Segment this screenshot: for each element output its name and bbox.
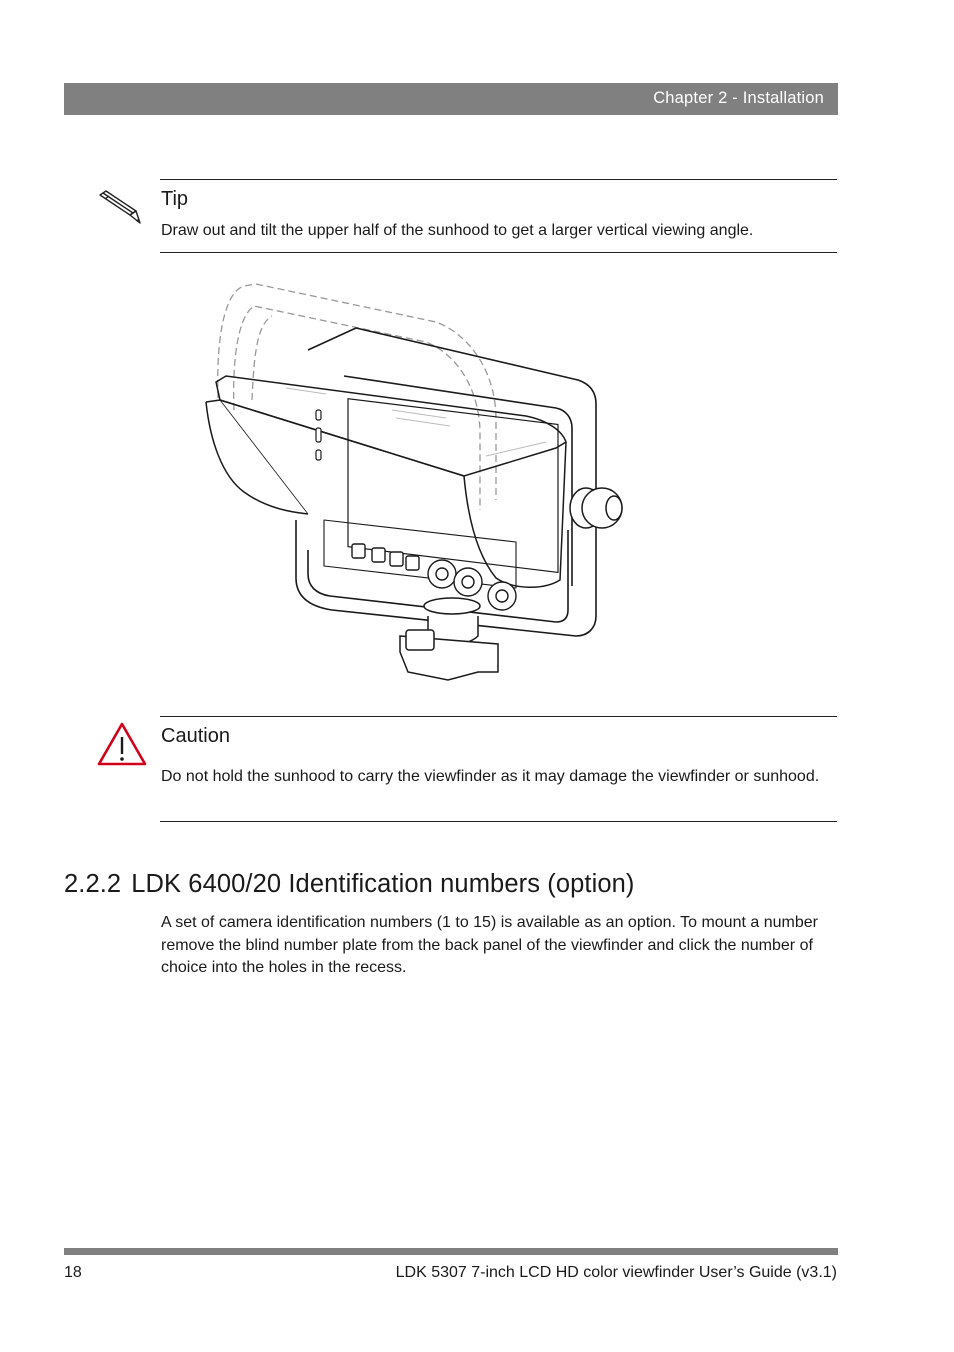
document-title: LDK 5307 7-inch LCD HD color viewfinder User’s Guide (v3.1) [395, 1264, 837, 1281]
side-knob [570, 488, 622, 528]
sunhood-shading [286, 388, 546, 456]
caution-top-rule [160, 716, 837, 717]
warning-triangle-icon [96, 721, 148, 767]
caution-bottom-rule [160, 821, 837, 822]
section-title: LDK 6400/20 Identification numbers (option) [131, 870, 635, 898]
section-body: A set of camera identification numbers (1 to 15) is available as an option. To mount a number remove the blind number plate from the back panel of the viewfinder and click the number of choice into the holes in the recess. [161, 914, 818, 976]
left-side-buttons [316, 410, 321, 460]
tip-title: Tip [161, 188, 189, 210]
section-heading [64, 870, 635, 899]
viewfinder-sunhood-illustration [196, 280, 636, 690]
chapter-title: Chapter 2 - Installation [653, 89, 824, 107]
header-bar [64, 83, 838, 115]
pencil-icon [96, 190, 142, 226]
tilted-sunhood-outline [218, 284, 496, 510]
tip-top-rule [160, 179, 837, 180]
page-number: 18 [64, 1264, 82, 1281]
section-number: 2.2.2 [64, 870, 122, 898]
caution-body: Do not hold the sunhood to carry the viewfinder as it may damage the viewfinder or sunhood. [161, 768, 820, 785]
tip-bottom-rule [160, 252, 837, 253]
mounting-shoe [400, 598, 498, 680]
footer-bar [64, 1248, 838, 1255]
caution-title: Caution [161, 725, 230, 747]
front-buttons [352, 544, 419, 570]
sunhood [206, 376, 566, 587]
tip-body: Draw out and tilt the upper half of the sunhood to get a larger vertical viewing angle. [161, 222, 754, 239]
viewfinder-body [296, 328, 596, 636]
